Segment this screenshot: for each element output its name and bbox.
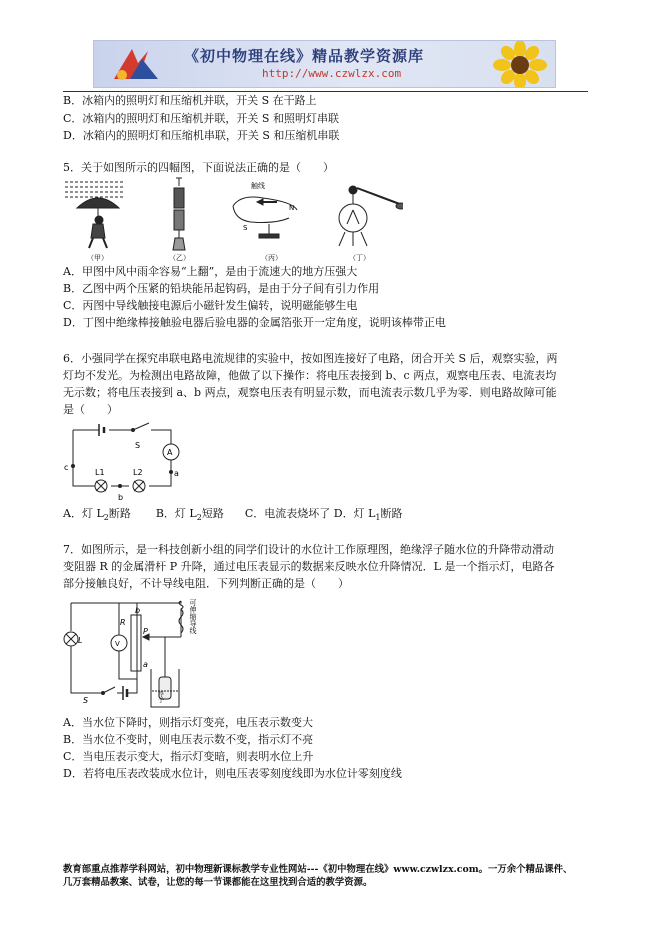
q4-option-b: B．冰箱内的照明灯和压缩机并联，开关 S 在干路上 (63, 94, 317, 107)
q6-circuit (63, 420, 193, 502)
q4-option-d: D．冰箱内的照明灯和压缩机串联，开关 S 和压缩机串联 (63, 129, 340, 142)
footer (63, 863, 623, 889)
q5-text-south: S (243, 224, 248, 232)
figure-lead-blocks (173, 178, 185, 250)
q6-option-c: C．电流表烧坏了 (244, 507, 331, 520)
q6-option-d: D．灯 $L_1$断路 (333, 507, 403, 523)
q7-option-d: D．若将电压表改装成水位计，则电压表零刻度线即为水位计零刻度线 (63, 767, 402, 780)
q7-stem-line-1: 7．如图所示，是一科技创新小组的同学们设计的水位计工作原理图，绝缘浮子随水位的升降带动滑动 (63, 543, 554, 556)
header-banner (93, 40, 556, 88)
q5-label-ding: （丁） (349, 254, 370, 262)
q7-label-r: R (120, 618, 126, 627)
q5-option-a: A．甲图中风中雨伞容易“上翻”，是由于流速大的地方压强大 (63, 265, 358, 278)
banner-url[interactable]: http://www.czwlzx.com (262, 67, 402, 80)
q5-figures (63, 176, 403, 262)
q7-label-v: V (115, 640, 120, 648)
q7-label-p: P (143, 627, 148, 636)
q5-option-d: D．丁图中绝缘棒接触验电器后验电器的金属箔张开一定角度，说明该棒带正电 (63, 316, 446, 329)
q5-text-north: N (289, 204, 295, 212)
banner-title: 《初中物理在线》精品教学资源库 (184, 47, 425, 65)
figure-umbrella (65, 182, 123, 248)
footer-line-2: 几万套精品教案、试卷，让您的每一节课都能在这里找到合适的教学资源。 (63, 877, 373, 888)
q6-stem-line-4: 是（ ） (63, 403, 118, 416)
q6-label-l2: L2 (133, 468, 143, 477)
q5-label-bing: （丙） (261, 254, 282, 262)
q5-stem: 5．关于如图所示的四幅图，下面说法正确的是（ ） (63, 161, 334, 174)
q7-label-a: a (143, 660, 148, 669)
q5-label-yi: （乙） (169, 254, 190, 262)
q6-stem-line-3: 无示数；将电压表接到 a、b 两点，观察电压表有明显示数，而电流表示数几乎为零．则电路故障可能 (63, 386, 557, 399)
q6-label-a: a (174, 469, 179, 478)
footer-line-1: 教育部重点推荐学科网站，初中物理新课标教学专业性网站---《初中物理在线》www.czwlzx.com。一万余个精品课件、 (63, 864, 573, 875)
q7-option-a: A．当水位下降时，则指示灯变亮，电压表示数变大 (63, 716, 313, 729)
q6-label-switch: S (135, 441, 141, 450)
q7-option-c: C．当电压表示变大，指示灯变暗，则表明水位上升 (63, 750, 314, 763)
q7-stem-line-2: 变阻器 R 的金属滑杆 P 升降，通过电压表显示的数据来反映水位升降情况．L 是一个指示灯，电路各 (63, 560, 555, 573)
q5-option-c: C．丙图中导线触接电源后小磁针发生偏转，说明磁能够生电 (63, 299, 358, 312)
q7-label-float: 浮子 (156, 691, 164, 703)
q6-options (63, 507, 402, 525)
q5-label-jia: （甲） (87, 254, 108, 262)
q7-label-wire: 可伸缩导线 (189, 599, 197, 634)
q7-label-s: S (83, 696, 89, 705)
q6-option-b: B．灯 $L_2$短路 (155, 507, 224, 523)
q7-label-b: b (135, 606, 141, 615)
header-rule (63, 91, 588, 92)
q6-label-l1: L1 (95, 468, 105, 477)
figure-electroscope (339, 186, 403, 246)
q7-stem-line-3: 部分接触良好，不计导线电阻．下列判断正确的是（ ） (63, 577, 349, 590)
q5-option-b: B．乙图中两个压紧的铅块能吊起钩码，是由于分子间有引力作用 (63, 282, 380, 295)
logo-icon (108, 45, 168, 83)
q5-text-current: 触线 (251, 182, 265, 190)
q7-label-l: L (78, 636, 83, 645)
q7-circuit (63, 595, 213, 711)
q6-label-c: c (64, 463, 69, 472)
q6-label-b: b (118, 493, 124, 502)
q6-label-ammeter: A (167, 448, 173, 457)
q6-stem-line-1: 6．小强同学在探究串联电路电流规律的实验中，按如图连接好了电路，闭合开关 S 后，观察实验，两 (63, 352, 558, 365)
q7-option-b: B．当水位不变时，则电压表示数不变，指示灯不亮 (63, 733, 314, 746)
q4-option-c: C．冰箱内的照明灯和压缩机并联，开关 S 和照明灯串联 (63, 112, 339, 125)
q6-stem-line-2: 灯均不发光。为检测出电路故障，他做了以下操作：将电压表接到 b、c 两点，观察电压表、电流表均 (63, 369, 557, 382)
sunflower-icon (486, 41, 554, 87)
q6-option-a: A．灯 $L_2$断路 (63, 507, 131, 523)
